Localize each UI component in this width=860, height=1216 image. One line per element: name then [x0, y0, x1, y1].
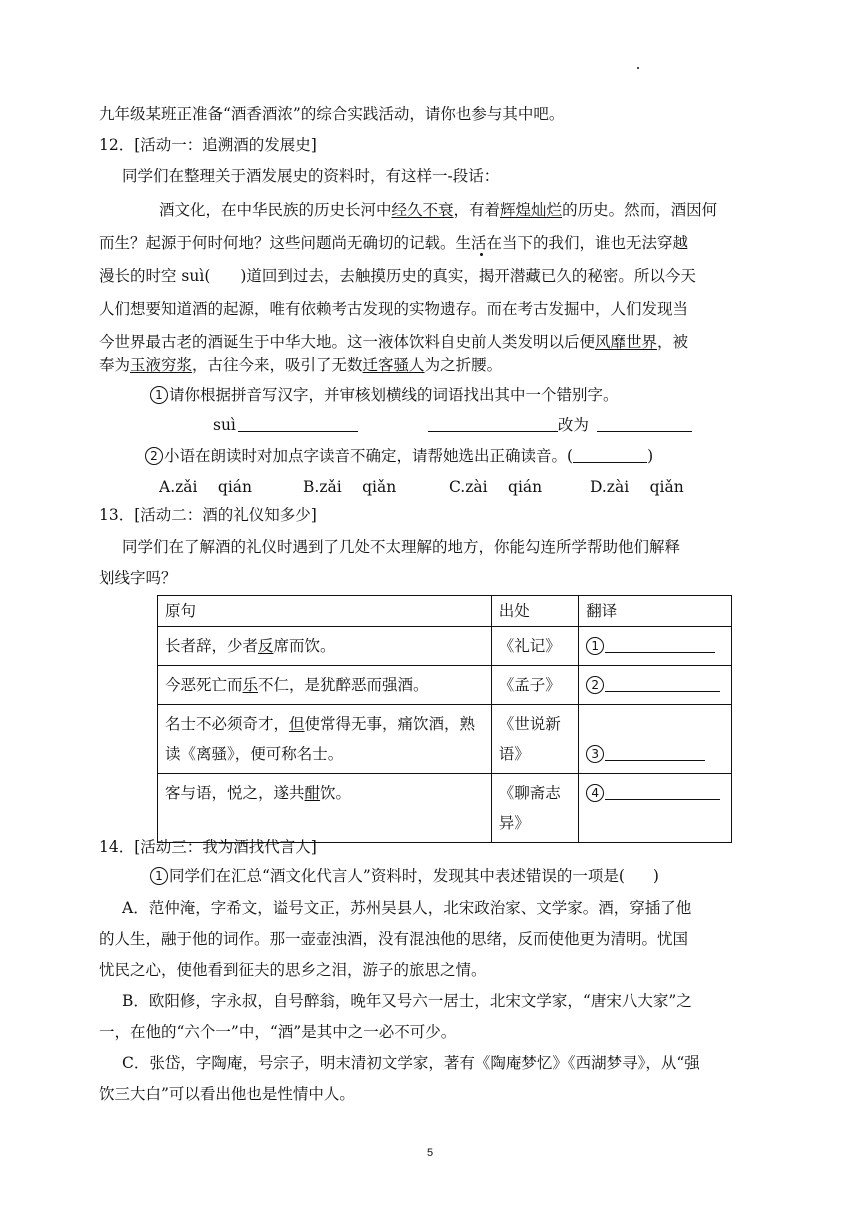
q14-option-c-line-2: 饮三大白”可以看出他也是性情中人。: [99, 1085, 355, 1103]
q12-sub1: 1 请你根据拼音写汉字，并审核划横线的词语找出其中一个错别字。: [150, 385, 619, 405]
q13-lead-2: 划线字吗？: [99, 569, 177, 587]
circled-number-2: 2: [145, 447, 163, 465]
table-row: [158, 774, 732, 843]
q14-option-a-line-1[interactable]: A．范仲淹，字希文，谥号文正，苏州吴县人，北宋政治家、文学家。酒，穿插了他: [122, 899, 692, 917]
underlined-word: 经久不衰: [391, 201, 454, 219]
translation-cell: 3: [579, 705, 732, 774]
table-header-row: [158, 596, 732, 627]
q14-option-a-line-2: 的人生，融于他的词作。那一壶壶浊酒，没有混浊他的思绪，反而使他更为清明。忧国: [99, 930, 689, 948]
q12-passage-line-2: 而生？起源于何时何地？这些问题尚无确切的记载。生活在当下的我们，谁也无法穿越: [99, 234, 689, 252]
q12-passage-line-1: 酒文化，在中华民族的历史长河中经久不衰，有着辉煌灿烂的历史。然而，酒因何: [159, 201, 718, 219]
header-cell: 翻译: [579, 596, 732, 627]
option-c[interactable]: C.zài qián: [449, 478, 543, 496]
sentence-cell: 长者辞，少者反席而饮。: [158, 627, 492, 666]
q13-lead-1: 同学们在了解酒的礼仪时遇到了几处不太理解的地方，你能勾连所学帮助他们解释: [122, 538, 681, 556]
answer-blank[interactable]: [605, 675, 720, 692]
header-cell: 原句: [158, 596, 492, 627]
q12-lead: 同学们在整理关于酒发展史的资料时，有这样一-段话：: [122, 167, 500, 185]
emphasis-dot: [480, 253, 483, 256]
underlined-word: 玉液穷浆: [130, 356, 193, 374]
q14-option-a-line-3: 忧民之心，使他看到征夫的思乡之泪，游子的旅思之情。: [99, 961, 487, 979]
answer-blank[interactable]: [605, 636, 715, 653]
q12-heading: 12．[活动一：追溯酒的发展史]: [99, 136, 317, 154]
q12-passage-line-4: 人们想要知道酒的起源，唯有依赖考古发现的实物遗存。而在考古发掘中，人们发现当: [99, 300, 689, 318]
q14-option-b-line-1[interactable]: B．欧阳修，字永叔，自号醉翁，晚年又号六一居士，北宋文学家，“唐宋八大家”之: [122, 992, 692, 1010]
q14-option-c-line-1[interactable]: C．张岱，字陶庵，号宗子，明末清初文学家，著有《陶庵梦忆》《西湖梦寻》，从“强: [122, 1054, 700, 1072]
circled-number-1: 1: [150, 867, 168, 885]
q14-sub1: 1 同学们在汇总“酒文化代言人”资料时，发现其中表述错误的一项是( ): [150, 866, 659, 886]
sentence-cell: 今恶死亡而乐不仁，是犹醉恶而强酒。: [158, 666, 492, 705]
etiquette-table: [157, 595, 732, 843]
answer-blank[interactable]: [428, 415, 558, 432]
underlined-word: 迁客骚人: [362, 356, 425, 374]
source-cell: 《礼记》: [491, 627, 578, 666]
corner-dot: [637, 67, 639, 69]
q12-passage-line-3: 漫长的时空 suì( )道回到过去，去触摸历史的真实，揭开潜藏已久的秘密。所以今天: [99, 267, 696, 285]
q14-option-b-line-2: 一，在他的“六个一”中，“酒”是其中之一必不可少。: [99, 1023, 457, 1041]
q13-heading: 13．[活动二：酒的礼仪知多少]: [99, 506, 317, 524]
intro-line: 九年级某班正准备“酒香酒浓”的综合实践活动，请你也参与其中吧。: [99, 105, 565, 123]
q12-sub1-answer-line: suì 改为: [213, 415, 692, 435]
answer-blank[interactable]: [573, 446, 647, 463]
translation-cell: 1: [579, 627, 732, 666]
table-row: [158, 705, 732, 774]
option-a[interactable]: A.zǎi qián: [159, 478, 253, 496]
table-row: [158, 627, 732, 666]
page-number: 5: [426, 1147, 434, 1159]
q12-sub2: 2 小语在朗读时对加点字读音不确定，请帮她选出正确读音。( ): [145, 446, 653, 466]
answer-blank[interactable]: [597, 415, 692, 432]
underlined-word: 风靡世界: [595, 333, 658, 351]
sentence-cell: 客与语，悦之，遂共酣饮。: [158, 774, 492, 843]
translation-cell: 4: [579, 774, 732, 843]
sentence-cell: 名士不必须奇才，但使常得无事，痛饮酒，熟 读《离骚》，便可称名士。: [158, 705, 492, 774]
source-cell: 《孟子》: [491, 666, 578, 705]
source-cell: 《聊斋志 异》: [491, 774, 578, 843]
q12-passage-line-6: 奉为玉液穷浆，古往今来，吸引了无数迁客骚人为之折腰。: [99, 356, 503, 374]
underlined-word: 辉煌灿烂: [500, 201, 563, 219]
header-cell: 出处: [491, 596, 578, 627]
answer-blank[interactable]: [605, 744, 705, 761]
translation-cell: 2: [579, 666, 732, 705]
q12-passage-line-5: 今世界最古老的酒诞生于中华大地。这一液体饮料自史前人类发明以后便风靡世界，被: [99, 333, 689, 351]
circled-number-1: 1: [150, 386, 168, 404]
source-cell: 《世说新 语》: [491, 705, 578, 774]
answer-blank[interactable]: [238, 415, 358, 432]
table-row: [158, 666, 732, 705]
option-d[interactable]: D.zài qiǎn: [590, 478, 684, 496]
answer-blank[interactable]: [605, 783, 720, 800]
q14-heading: 14．[活动三：我为酒找代言人]: [99, 838, 317, 856]
option-b[interactable]: B.zǎi qiǎn: [303, 478, 397, 496]
